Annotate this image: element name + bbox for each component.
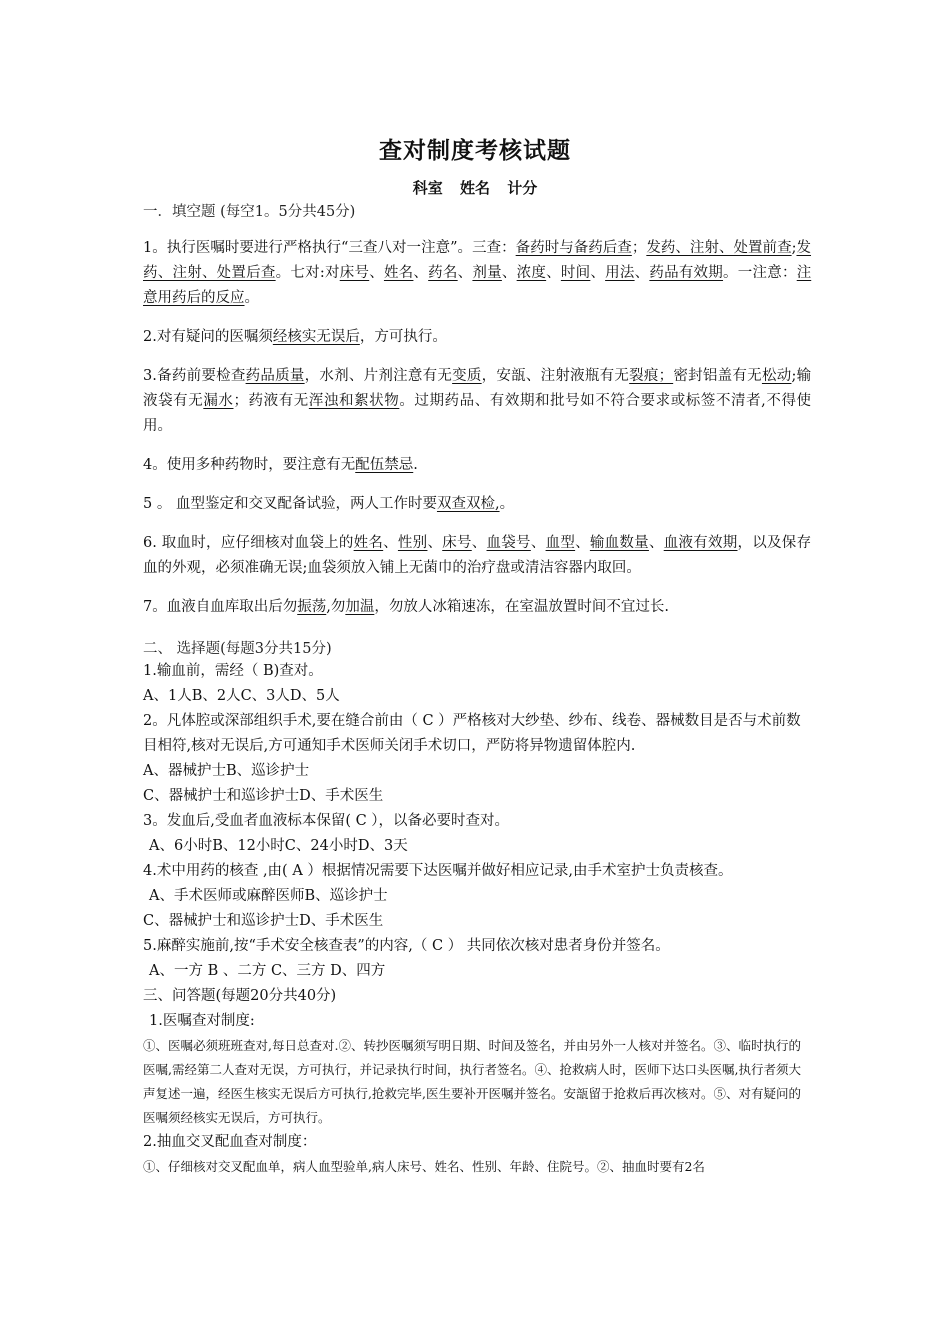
field-department: 科室 <box>412 179 443 197</box>
field-score: 计分 <box>507 179 538 197</box>
fill-question-2: 2.对有疑问的医嘱须经核实无误后，方可执行。 <box>143 329 447 345</box>
choice-line: C、器械护士和巡诊护士D、手术医生 <box>143 913 384 929</box>
fill-question-6: 6. 取血时，应仔细核对血袋上的姓名、性别、床号、血袋号、血型、输血数量、血液有效期，以及保存血的外观，必须准确无误;血袋须放入铺上无菌巾的治疗盘或清洁容器内取回。 <box>143 535 812 576</box>
essay-question-2-body: ①、仔细核对交叉配血单，病人血型验单,病人床号、姓名、性别、年龄、住院号。②、抽血时要有2名 <box>143 1159 705 1174</box>
choice-line: 3。发血后,受血者血液标本保留( C ），以备必要时查对。 <box>143 813 510 829</box>
choice-line: 4.术中用药的核查 ,由( A ）根据情况需要下达医嘱并做好相应记录,由手术室护士负责核查。 <box>143 863 733 879</box>
section-3-header: 三、问答题(每题20分共40分) <box>143 988 337 1004</box>
field-name: 姓名 <box>459 179 490 197</box>
fill-question-4: 4。使用多种药物时，要注意有无配伍禁忌. <box>143 457 418 473</box>
choice-line: 2。凡体腔或深部组织手术,要在缝合前由（ C ）严格核对大纱垫、纱布、线卷、器械数目是否与术前数目相符,核对无误后,方可通知手术医师关闭手术切口，严防将异物遗留体腔内. <box>143 713 801 754</box>
fill-question-1: 1。执行医嘱时要进行严格执行“三查八对一注意”。三查：备药时与备药后查；发药、注射、处置前查;发药、注射、处置后查。七对:对床号、姓名、药名、剂量、浓度、时间、用法、药品有效期。一注意：注意用药后的反应。 <box>143 240 812 306</box>
section-2-header: 二、 选择题(每题3分共15分) <box>143 641 332 657</box>
choice-line: 5.麻醉实施前,按“手术安全核查表”的内容,（ C ） 共同依次核对患者身份并签名。 <box>143 938 670 954</box>
choice-line: A、6小时B、12小时C、24小时D、3天 <box>149 838 408 854</box>
fill-question-5: 5 。 血型鉴定和交叉配备试验，两人工作时要双查双检,。 <box>143 496 515 512</box>
section-1-header: 一．填空题 (每空1。5分共45分) <box>143 204 356 220</box>
choice-line: A、器械护士B、巡诊护士 <box>143 763 310 779</box>
choice-line: 1.输血前，需经（ B)查对。 <box>143 663 323 679</box>
subtitle-fields <box>0 177 950 198</box>
page-title: 查对制度考核试题 <box>379 138 571 164</box>
choice-line: A、一方 B 、二方 C、三方 D、四方 <box>149 963 386 979</box>
exam-content <box>143 203 811 1179</box>
fill-question-7: 7。血液自血库取出后勿振荡,勿加温，勿放人冰箱速冻，在室温放置时间不宜过长. <box>143 599 669 615</box>
choice-line: C、器械护士和巡诊护士D、手术医生 <box>143 788 384 804</box>
choice-line: A、1人B、2人C、3人D、5人 <box>143 688 340 704</box>
essay-question-2-title: 2.抽血交叉配血查对制度： <box>143 1134 317 1150</box>
choice-line: A、手术医师或麻醉医师B、巡诊护士 <box>149 888 388 904</box>
essay-question-1-body: ①、医嘱必须班班查对,每日总查对.②、转抄医嘱须写明日期、时间及签名，并由另外一人核对并签名。③、临时执行的医嘱,需经第二人查对无误，方可执行，并记录执行时间，执行者签名。④、抢救病人时，医师下达口头医嘱,执行者须大声复述一遍，经医生核实无误后方可执行,抢救完毕,医生要补开医嘱并签名。安瓿留于抢救后再次核对。⑤、对有疑问的医嘱须经核实无误后，方可执行。 <box>143 1038 801 1125</box>
essay-question-1-title: 1.医嘱查对制度: <box>149 1013 255 1029</box>
fill-question-3: 3.备药前要检查药品质量，水剂、片剂注意有无变质，安瓿、注射液瓶有无裂痕；密封铝盖有无松动;输液袋有无漏水；药液有无浑浊和絮状物。过期药品、有效期和批号如不符合要求或标签不清者,不得使用。 <box>143 368 812 434</box>
